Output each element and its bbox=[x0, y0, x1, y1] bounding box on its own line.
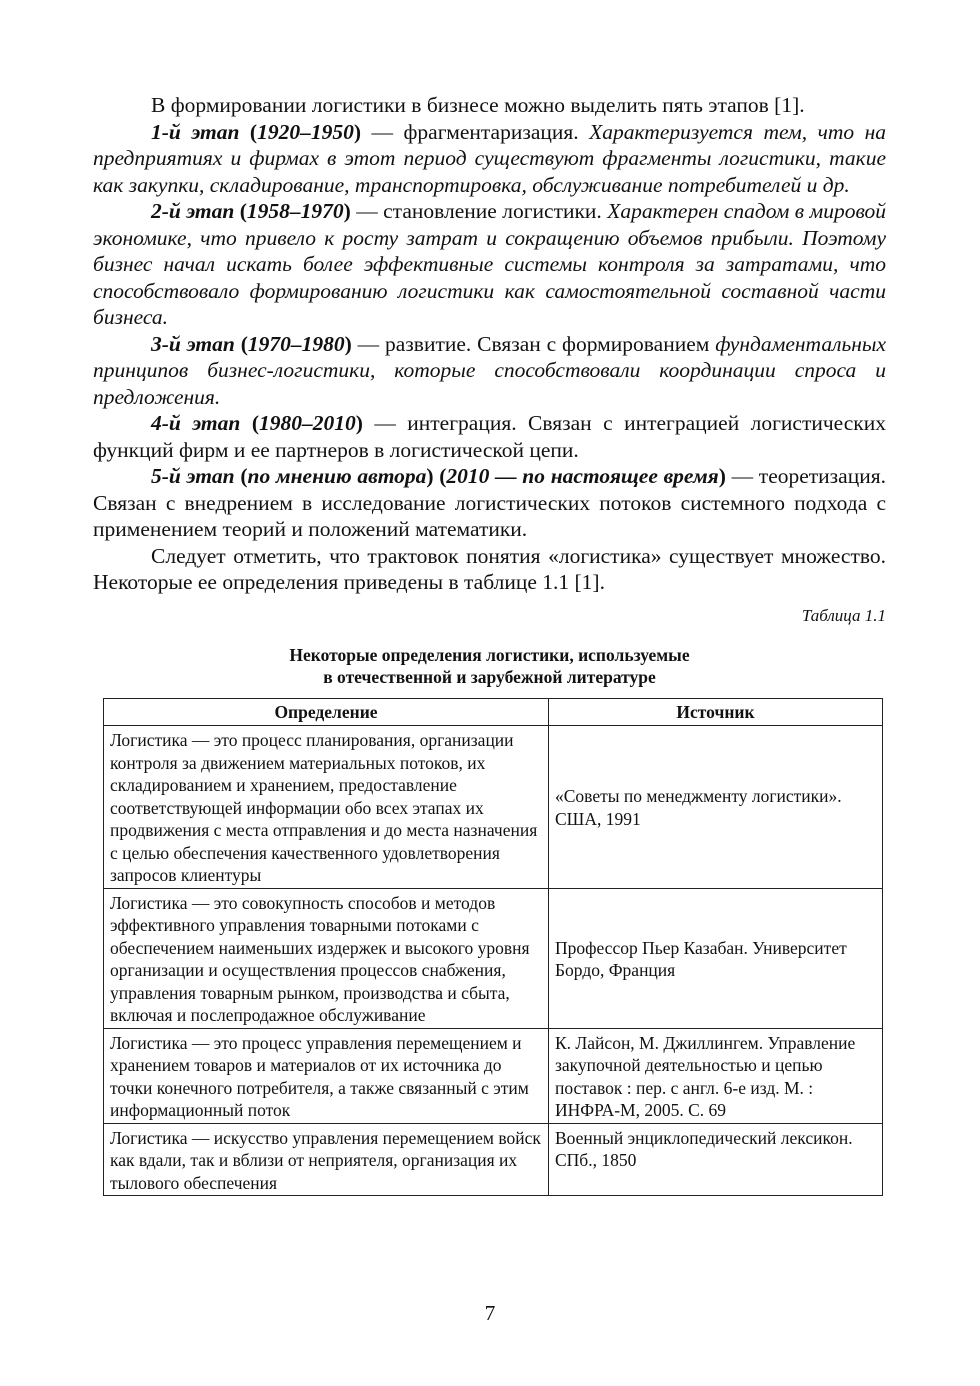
table-row bbox=[104, 726, 883, 889]
stage-1-paragraph: 1-й этап (1920–1950) — фрагментаризация. Характеризуется тем, что на предприятиях и фирмах в этот период существуют фрагменты логистики, такие как закупки, складирование, транспортировка, обслуживание потребителей и др. bbox=[93, 119, 886, 197]
stage-4-name: интеграция. Связан с интеграцией логистических функций фирм и ее партнеров в логистической цепи. bbox=[93, 411, 887, 462]
document-page bbox=[93, 92, 886, 1196]
stage-4-label: 4-й этап bbox=[151, 411, 241, 435]
stage-5-paragraph: 5-й этап (по мнению автора) (2010 — по настоящее время) — теоретизация. Связан с внедрением в исследование логистических потоков системного подхода с применением теорий и положений математики. bbox=[93, 464, 886, 541]
table-caption-line-1: Некоторые определения логистики, используемые bbox=[289, 644, 690, 665]
definition-cell: Логистика — это процесс управления перемещением и хранением товаров и материалов от их источника до точки конечного потребителя, а также связанный с этим информационный поток bbox=[104, 1028, 549, 1123]
source-cell: К. Лайсон, М. Джиллингем. Управление закупочной деятельностью и цепью поставок : пер. с англ. 6-е изд. М. : ИНФРА-М, 2005. С. 69 bbox=[549, 1028, 883, 1123]
stage-5-years-start: 2010 bbox=[446, 464, 490, 488]
stage-1-name: фрагментаризация. bbox=[403, 119, 579, 144]
stage-3-paragraph: 3-й этап (1970–1980) — развитие. Связан с формированием фундаментальных принципов бизнес-логистики, которые способствовали координации спроса и предложения. bbox=[93, 331, 887, 409]
stage-2-paragraph: 2-й этап (1958–1970) — становление логистики. Характерен спадом в мировой экономике, что привело к росту затрат и сокращению объемов прибыли. Поэтому бизнес начал искать более эффективные системы контроля за затратами, что способствовало формированию логистики как самостоятельной составной части бизнеса. bbox=[93, 199, 887, 329]
stage-3-name: развитие. Связан с формированием bbox=[385, 331, 710, 356]
page-number: 7 bbox=[484, 1301, 496, 1325]
definition-cell: Логистика — это совокупность способов и методов эффективного управления товарными потоками с обеспечением наименьших издержек и высокого уровня организации и осуществления процессов снабжения, управления товарным рынком, производства и сбыта, включая и послепродажное обслуживание bbox=[104, 888, 549, 1028]
definitions-table bbox=[103, 698, 883, 1197]
header-definition: Определение bbox=[104, 698, 549, 726]
stage-1-description: Характеризуется тем, что на предприятиях и фирмах в этот период существуют фрагменты логистики, такие как закупки, складирование, транспортировка, обслуживание потребителей и др. bbox=[93, 119, 886, 197]
table-label: Таблица 1.1 bbox=[801, 605, 886, 625]
source-line-2: СПб., 1850 bbox=[555, 1150, 637, 1170]
stage-2-label: 2-й этап bbox=[151, 199, 235, 223]
stage-5-name: теоретизация. Связан с внедрением в исследование логистических потоков системного подхода с применением теорий и положений математики. bbox=[93, 464, 886, 541]
source-line-1: Военный энциклопедический лексикон. bbox=[555, 1127, 853, 1148]
stage-2-description: Характерен спадом в мировой экономике, что привело к росту затрат и сокращению объемов прибыли. Поэтому бизнес начал искать более эффективные системы контроля за затратами, что способствовало формированию логистики как самостоятельной составной части бизнеса. bbox=[93, 199, 887, 329]
intro-paragraph: В формировании логистики в бизнесе можно выделить пять этапов [1]. bbox=[151, 93, 805, 117]
stage-1-years: 1920–1950 bbox=[257, 119, 354, 144]
stage-3-label: 3-й этап bbox=[151, 331, 235, 356]
table-row bbox=[104, 888, 883, 1028]
table-caption bbox=[93, 644, 886, 688]
stage-5-years-end: по настоящее время bbox=[522, 464, 719, 488]
stage-1-label: 1-й этап bbox=[151, 119, 240, 144]
stage-3-description: фундаментальных принципов бизнес-логистики, которые способствовали координации спроса и предложения. bbox=[93, 331, 887, 409]
source-cell: Профессор Пьер Казабан. Университет Бордо, Франция bbox=[549, 888, 883, 1028]
table-row bbox=[104, 1123, 883, 1196]
definition-cell: Логистика — это процесс планирования, организации контроля за движением материальных потоков, их складированием и хранением, предоставление соответствующей информации обо всех этапах их продвижения с места отправления и до места назначения с целью обеспечения качественного удовлетворения запросов клиентуры bbox=[104, 726, 549, 889]
stage-2-name: становление логистики. bbox=[383, 199, 602, 223]
table-header-row bbox=[104, 698, 883, 726]
source-cell: «Советы по менеджменту логистики». США, 1991 bbox=[549, 726, 883, 889]
table-caption-line-2: в отечественной и зарубежной литературе bbox=[323, 666, 656, 687]
stage-3-years: 1970–1980 bbox=[247, 331, 345, 356]
stage-4-years: 1980–2010 bbox=[258, 411, 356, 435]
stage-4-paragraph: 4-й этап (1980–2010) — интеграция. Связан с интеграцией логистических функций фирм и ее партнеров в логистической цепи. bbox=[93, 411, 887, 462]
stage-5-label: 5-й этап bbox=[151, 464, 235, 488]
source-cell bbox=[549, 1123, 883, 1196]
stage-5-author-note: по мнению автора bbox=[247, 464, 427, 488]
definition-cell: Логистика — искусство управления перемещением войск как вдали, так и вблизи от неприятеля, организация их тылового обеспечения bbox=[104, 1123, 549, 1196]
conclusion-paragraph: Следует отметить, что трактовок понятия «логистика» существует множество. Некоторые ее определения приведены в таблице 1.1 [1]. bbox=[93, 543, 886, 594]
table-row bbox=[104, 1028, 883, 1123]
header-source: Источник bbox=[549, 698, 883, 726]
stage-2-years: 1958–1970 bbox=[246, 199, 344, 223]
